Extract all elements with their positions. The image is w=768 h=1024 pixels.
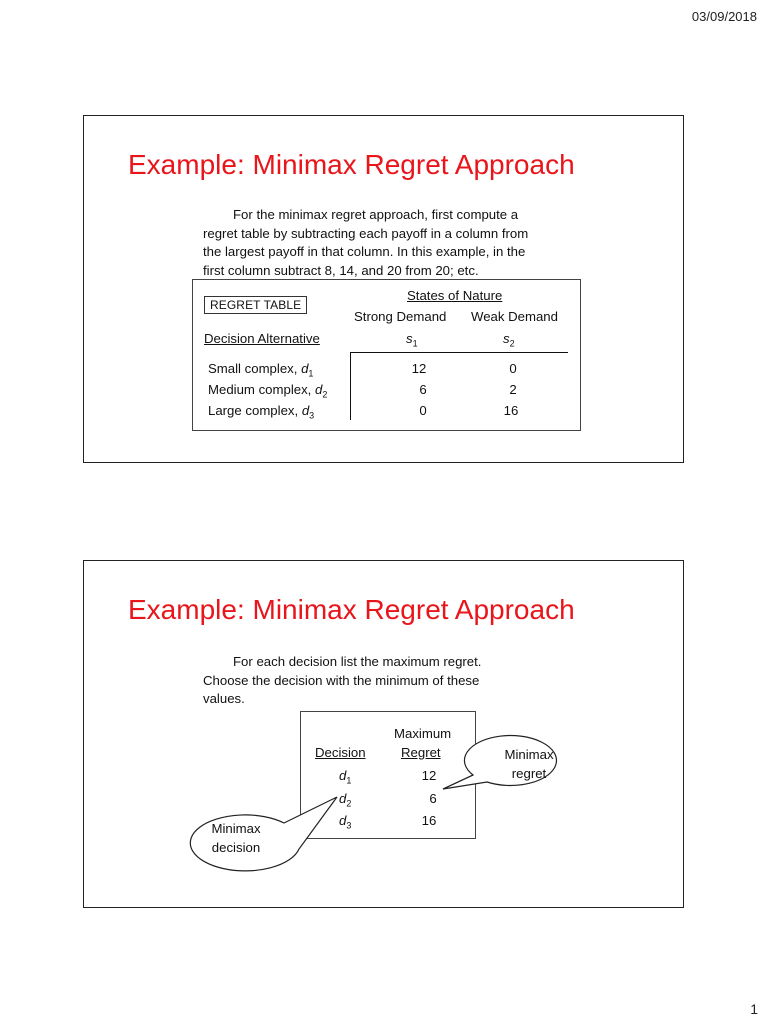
body-line: regret table by subtracting each payoff in a column from: [203, 225, 529, 241]
table-column-rule: [350, 352, 351, 420]
state-symbol-s1: $s_1$: [406, 331, 418, 349]
row-label-small-complex: Small complex, $d_1$: [208, 361, 314, 379]
row-label-medium-complex: Medium complex, $d_2$: [208, 382, 328, 400]
callouts-svg: [84, 561, 683, 907]
cell-value: 12: [411, 361, 427, 376]
body-line: For the minimax regret approach, first compute a: [233, 207, 519, 222]
state-symbol-s2: $s_2$: [503, 331, 515, 349]
slide-1: [83, 115, 684, 463]
col-header-decision: Decision: [315, 745, 366, 760]
col-header-regret: Regret: [401, 745, 441, 760]
decision-d2: $d_2$: [339, 791, 352, 809]
cell-value: 0: [509, 361, 517, 376]
slide-title: Example: Minimax Regret Approach: [128, 594, 575, 625]
regret-value: 16: [421, 813, 437, 828]
body-line: first column subtract 8, 14, and 20 from 20; etc.: [203, 262, 479, 278]
decision-d3: $d_3$: [339, 813, 352, 831]
col-header-maximum: Maximum: [394, 726, 452, 741]
regret-value: 12: [421, 768, 437, 783]
states-of-nature-header: States of Nature: [407, 288, 503, 303]
body-line: For each decision list the maximum regret.: [233, 654, 482, 669]
cell-value: 2: [509, 382, 517, 397]
regret-value: 6: [429, 791, 437, 806]
callout-minimax-decision: Minimax decision: [211, 821, 261, 855]
decision-d1: $d_1$: [339, 768, 352, 786]
body-line: the largest payoff in that column. In this example, in the: [203, 244, 526, 259]
col-header-strong-demand: Strong Demand: [354, 309, 447, 324]
callout-minimax-regret: Minimax regret: [504, 747, 554, 781]
cell-value: 6: [419, 382, 427, 397]
page-date: 03/09/2018: [691, 9, 757, 24]
slide-body-text: [203, 206, 583, 280]
page-number: 1: [750, 1001, 758, 1017]
cell-value: 0: [419, 403, 427, 418]
regret-table-label: REGRET TABLE: [204, 296, 307, 314]
slide-title: Example: Minimax Regret Approach: [128, 149, 575, 180]
cell-value: 16: [503, 403, 519, 418]
table-header-rule: [350, 352, 568, 353]
col-header-weak-demand: Weak Demand: [471, 309, 558, 324]
row-header-decision-alternative: Decision Alternative: [204, 331, 320, 346]
slide-2: [83, 560, 684, 908]
body-line: Choose the decision with the minimum of these: [203, 672, 480, 688]
body-line: values.: [203, 691, 245, 706]
regret-table: [192, 279, 581, 431]
row-label-large-complex: Large complex, $d_3$: [208, 403, 315, 421]
